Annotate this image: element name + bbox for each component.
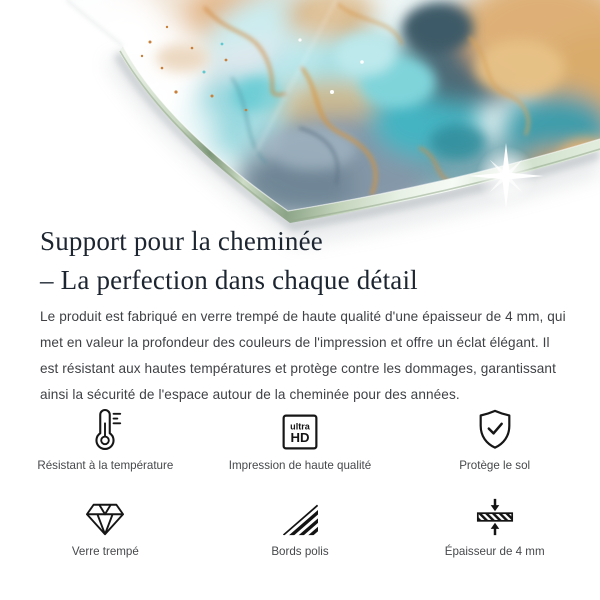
thickness-icon — [474, 496, 516, 538]
page-title — [40, 222, 418, 300]
ultra-hd-icon — [280, 412, 320, 452]
thermometer-icon — [86, 406, 124, 452]
feature-label: Protège le sol — [459, 459, 531, 472]
title-line-2: – La perfection dans chaque détail — [40, 265, 418, 295]
title-line-1: Support pour la cheminée — [40, 226, 323, 256]
marble-glass-panel-illustration — [0, 0, 600, 260]
feature-item-thickness — [397, 490, 592, 559]
features-grid — [8, 404, 592, 559]
svg-text:HD: HD — [290, 430, 310, 445]
svg-text:ultra: ultra — [290, 421, 310, 432]
feature-label: Verre trempé — [71, 545, 139, 558]
hero-image — [0, 0, 600, 260]
product-description: Le produit est fabriqué en verre trempé de haute qualité d'une épaisseur de 4 mm, qui met en valeur la profondeur des couleurs de l'impression et offre un éclat élégant. Il est résistant aux hautes températures et protège contre les dommages, garantissant ainsi la sécurité de l'espace autour de la cheminée pour des années. — [40, 309, 566, 402]
feature-label: Bords polis — [271, 545, 329, 558]
feature-item-polished-edges — [203, 490, 398, 559]
feature-item-floor-protection — [397, 404, 592, 473]
feature-label: Épaisseur de 4 mm — [444, 545, 545, 558]
feature-label: Résistant à la température — [37, 459, 174, 472]
feature-item-temperature — [8, 404, 203, 473]
shield-check-icon — [474, 408, 516, 452]
diamond-icon — [82, 500, 128, 538]
feature-item-print-quality — [203, 404, 398, 473]
feature-label: Impression de haute qualité — [228, 459, 372, 472]
polished-edges-icon — [279, 502, 321, 538]
feature-item-tempered-glass — [8, 490, 203, 559]
